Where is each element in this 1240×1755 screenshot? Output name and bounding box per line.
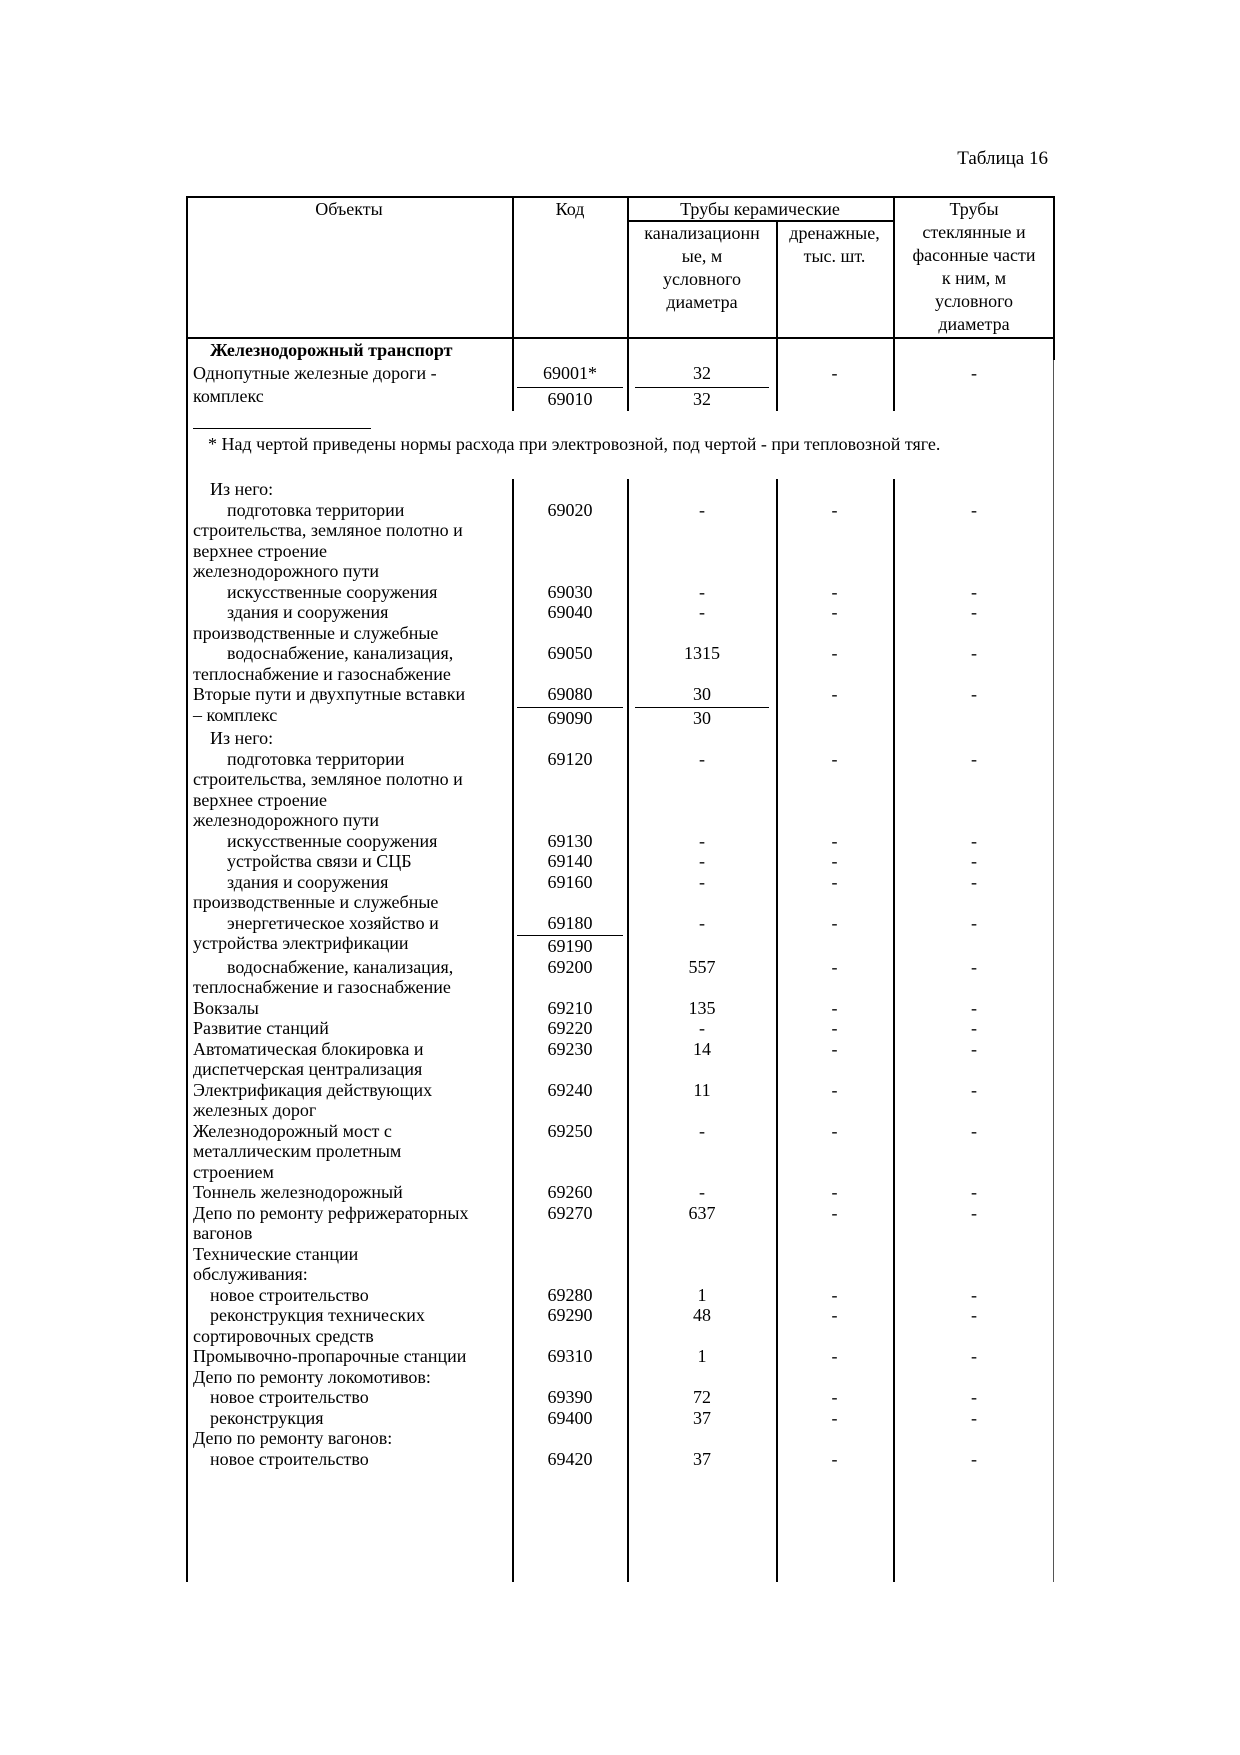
row-drain: -	[831, 1079, 838, 1100]
row-sewer: 72	[693, 1387, 711, 1407]
row-sewer: -	[699, 602, 705, 622]
row-sewer: -	[699, 499, 705, 520]
header-glass-line: к ним, м	[941, 268, 1007, 288]
code-top: 69180	[547, 912, 593, 933]
row-code: 69020	[547, 499, 593, 520]
header-drain-pipes	[776, 222, 893, 268]
object-line: Депо по ремонту рефрижераторных	[193, 1202, 469, 1223]
row-glass: -	[971, 851, 977, 871]
header-sewer-pipes	[627, 222, 777, 314]
row-sewer: -	[699, 581, 705, 602]
object-line: Вторые пути и двухпутные вставки	[193, 684, 466, 704]
header-glass-line: диаметра	[938, 314, 1010, 334]
row-drain: -	[831, 1387, 838, 1407]
row-drain: -	[831, 581, 838, 602]
object-line: строением	[193, 1161, 274, 1182]
header-glass-line: фасонные части	[912, 245, 1036, 265]
row-object	[193, 957, 513, 998]
row-glass: -	[971, 1018, 977, 1038]
object-line: новое строительство	[210, 1448, 369, 1469]
row-sewer: -	[699, 1182, 705, 1202]
row-code: 69420	[547, 1448, 593, 1469]
footnote-rule	[193, 428, 371, 429]
object-line: Технические станции	[193, 1243, 359, 1264]
row-code: 69240	[547, 1079, 593, 1100]
object-line: – комплекс	[193, 704, 278, 725]
row-code: 69290	[547, 1305, 593, 1325]
object-line: теплоснабжение и газоснабжение	[193, 663, 451, 684]
row-object	[193, 1121, 513, 1183]
row-glass: -	[971, 1346, 977, 1366]
object-line: сортировочных средств	[193, 1325, 374, 1346]
row-sewer: 1315	[684, 643, 720, 663]
object-line: водоснабжение, канализация,	[227, 643, 454, 663]
row-object	[193, 1182, 513, 1203]
row-code	[512, 684, 628, 728]
code-bottom: 69090	[517, 707, 623, 729]
row-sewer: -	[699, 871, 705, 892]
header-drain-line: тыс. шт.	[803, 246, 866, 266]
row-sewer: 48	[693, 1305, 711, 1325]
row-sewer: -	[699, 1018, 705, 1038]
row-code: 69120	[547, 748, 593, 769]
object-line: реконструкция технических	[210, 1305, 425, 1325]
row-code	[512, 362, 628, 411]
object-line: Из него:	[210, 479, 274, 499]
row-object	[193, 1367, 513, 1388]
row-sewer: 11	[693, 1079, 711, 1100]
object-line: производственные и служебные	[193, 622, 439, 643]
row-glass: -	[971, 602, 977, 622]
object-line: водоснабжение, канализация,	[227, 956, 454, 977]
object-line: Вокзалы	[193, 997, 259, 1018]
row-object	[193, 602, 513, 643]
row-code: 69400	[547, 1407, 593, 1428]
header-glass-line: стеклянные и	[922, 222, 1026, 242]
row-sewer: 14	[693, 1038, 711, 1059]
row-drain: -	[831, 1018, 838, 1038]
row-object	[193, 1244, 513, 1285]
row-object	[193, 684, 513, 725]
object-line: устройства электрификации	[193, 933, 409, 953]
row-glass: -	[971, 363, 977, 383]
row-glass: -	[971, 1284, 977, 1305]
code-top: 69001*	[543, 363, 597, 383]
sewer-top: 30	[693, 684, 711, 704]
row-sewer: 135	[688, 997, 716, 1018]
object-line: обслуживания:	[193, 1264, 308, 1284]
header-sewer-line: канализационн	[644, 223, 760, 243]
row-object	[193, 1080, 513, 1121]
row-sewer: 1	[697, 1346, 707, 1366]
row-code: 69160	[547, 871, 593, 892]
row-object	[193, 500, 513, 582]
object-line: железнодорожного пути	[193, 810, 379, 830]
row-glass: -	[971, 581, 977, 602]
row-object	[193, 1346, 513, 1367]
row-drain: -	[831, 1120, 838, 1141]
object-line: железнодорожного пути	[193, 561, 379, 581]
header-glass-line: условного	[934, 291, 1014, 311]
section-title: Железнодорожный транспорт	[210, 340, 453, 360]
row-object	[193, 1408, 513, 1429]
object-line: Депо по ремонту локомотивов:	[193, 1366, 431, 1387]
row-code: 69130	[547, 830, 593, 851]
object-line: Депо по ремонту вагонов:	[193, 1428, 393, 1448]
row-drain: -	[831, 1346, 838, 1366]
object-line: строительства, земляное полотно и	[193, 520, 463, 540]
row-object	[193, 1039, 513, 1080]
header-glass-line: Трубы	[949, 199, 999, 219]
row-sewer: -	[699, 830, 705, 851]
header-objects: Объекты	[315, 199, 383, 219]
row-drain: -	[831, 1202, 838, 1223]
header-sewer-line: условного	[662, 269, 742, 289]
table-left-border	[186, 196, 188, 1582]
row-drain: -	[831, 1305, 838, 1325]
row-glass: -	[971, 912, 977, 933]
row-code: 69040	[547, 602, 593, 622]
row-glass: -	[971, 499, 977, 520]
header-sewer-line: ые, м	[681, 246, 723, 266]
object-line: строительства, земляное полотно и	[193, 769, 463, 789]
row-glass: -	[971, 997, 977, 1018]
row-drain: -	[831, 871, 838, 892]
object-line: новое строительство	[210, 1284, 369, 1305]
object-line: искусственные сооружения	[227, 581, 438, 602]
row-glass: -	[971, 1407, 977, 1428]
row-sewer: -	[699, 912, 705, 933]
row-code	[512, 913, 628, 957]
header-ceramic-pipes: Трубы керамические	[680, 199, 840, 219]
row-drain: -	[831, 851, 838, 871]
row-code: 69050	[547, 643, 593, 663]
row-object	[193, 1305, 513, 1346]
object-line: здания и сооружения	[227, 602, 389, 622]
row-object	[193, 1203, 513, 1244]
row-object	[193, 1387, 513, 1408]
row-code: 69250	[547, 1120, 593, 1141]
row-object	[193, 749, 513, 831]
row-code: 69280	[547, 1284, 593, 1305]
row-object	[193, 1018, 513, 1039]
object-line: теплоснабжение и газоснабжение	[193, 977, 451, 997]
row-sewer	[627, 684, 777, 728]
object-line: вагонов	[193, 1223, 253, 1243]
object-line: производственные и служебные	[193, 892, 439, 912]
row-object	[193, 643, 513, 684]
object-line: металлическим пролетным	[193, 1141, 402, 1161]
row-glass: -	[971, 1305, 977, 1325]
row-code: 69200	[547, 956, 593, 977]
object-line: Из него:	[210, 728, 274, 748]
row-code: 69210	[547, 997, 593, 1018]
code-bottom: 69010	[517, 387, 623, 411]
object-line: Тоннель железнодорожный	[193, 1182, 403, 1202]
row-glass: -	[971, 748, 977, 769]
row-drain: -	[831, 1407, 838, 1428]
row-drain: -	[831, 363, 838, 383]
row-drain: -	[831, 997, 838, 1018]
row-code: 69310	[547, 1346, 593, 1366]
row-sewer: 557	[688, 956, 716, 977]
row-glass: -	[971, 871, 977, 892]
row-object	[193, 831, 513, 852]
object-line: новое строительство	[210, 1387, 369, 1407]
row-object	[193, 479, 513, 500]
row-drain: -	[831, 748, 838, 769]
object-line: комплекс	[193, 386, 264, 406]
object-line: подготовка территории	[227, 499, 405, 520]
row-drain: -	[831, 1284, 838, 1305]
object-line: верхнее строение	[193, 540, 328, 561]
object-line: здания и сооружения	[227, 871, 389, 892]
row-glass: -	[971, 830, 977, 851]
code-top: 69080	[547, 684, 593, 704]
row-sewer: 637	[688, 1202, 716, 1223]
row-drain: -	[831, 499, 838, 520]
row-glass: -	[971, 956, 977, 977]
object-line: реконструкция	[210, 1407, 324, 1428]
row-object	[193, 913, 513, 954]
row-drain: -	[831, 684, 838, 704]
row-object	[193, 851, 513, 872]
object-line: Железнодорожный мост с	[193, 1120, 392, 1141]
sewer-bottom: 30	[635, 707, 769, 729]
row-object	[193, 582, 513, 603]
row-glass: -	[971, 684, 977, 704]
row-drain: -	[831, 602, 838, 622]
row-drain: -	[831, 912, 838, 933]
header-drain-line: дренажные,	[789, 223, 880, 243]
row-code: 69030	[547, 581, 593, 602]
row-drain: -	[831, 1448, 838, 1469]
row-drain: -	[831, 1182, 838, 1202]
row-sewer: -	[699, 748, 705, 769]
row-object	[193, 362, 513, 408]
row-sewer	[627, 362, 777, 411]
object-line: Однопутные железные дороги -	[193, 363, 437, 383]
row-code: 69140	[547, 851, 593, 871]
row-code: 69220	[547, 1018, 593, 1038]
row-code: 69230	[547, 1038, 593, 1059]
row-sewer: 37	[693, 1407, 711, 1428]
row-object	[193, 1449, 513, 1470]
row-object	[193, 1285, 513, 1306]
row-object	[193, 1428, 513, 1449]
object-line: энергетическое хозяйство и	[227, 912, 439, 933]
row-glass: -	[971, 1202, 977, 1223]
object-line: Развитие станций	[193, 1018, 329, 1038]
row-code: 69390	[547, 1387, 593, 1407]
row-glass: -	[971, 1387, 977, 1407]
row-code: 69270	[547, 1202, 593, 1223]
row-drain: -	[831, 830, 838, 851]
row-glass: -	[971, 1079, 977, 1100]
row-drain: -	[831, 956, 838, 977]
row-object	[193, 728, 513, 749]
row-glass: -	[971, 643, 977, 663]
object-line: железных дорог	[193, 1100, 317, 1120]
row-glass: -	[971, 1120, 977, 1141]
header-code: Код	[555, 199, 585, 219]
object-line: Электрификация действующих	[193, 1079, 433, 1100]
sewer-top: 32	[693, 363, 711, 383]
object-line: диспетчерская централизация	[193, 1059, 423, 1079]
object-line: Автоматическая блокировка и	[193, 1038, 424, 1059]
sewer-bottom: 32	[635, 387, 769, 411]
row-sewer: -	[699, 851, 705, 871]
table-caption: Таблица 16	[957, 148, 1048, 169]
row-sewer: 1	[697, 1284, 707, 1305]
row-drain: -	[831, 643, 838, 663]
row-sewer: -	[699, 1120, 705, 1141]
row-drain: -	[831, 1038, 838, 1059]
header-glass-pipes	[893, 198, 1055, 336]
row-sewer: 37	[693, 1448, 711, 1469]
object-line: верхнее строение	[193, 789, 328, 810]
object-line: подготовка территории	[227, 748, 405, 769]
code-bottom: 69190	[517, 935, 623, 957]
object-line: искусственные сооружения	[227, 830, 438, 851]
header-sewer-line: диаметра	[666, 292, 738, 312]
row-glass: -	[971, 1182, 977, 1202]
row-object	[193, 998, 513, 1019]
row-object	[193, 872, 513, 913]
footnote: * Над чертой приведены нормы расхода при электровозной, под чертой - при тепловозной тяге.	[208, 434, 941, 454]
row-glass: -	[971, 1038, 977, 1059]
row-code: 69260	[547, 1182, 593, 1202]
object-line: устройства связи и СЦБ	[227, 851, 412, 871]
row-glass: -	[971, 1448, 977, 1469]
object-line: Промывочно-пропарочные станции	[193, 1346, 467, 1366]
